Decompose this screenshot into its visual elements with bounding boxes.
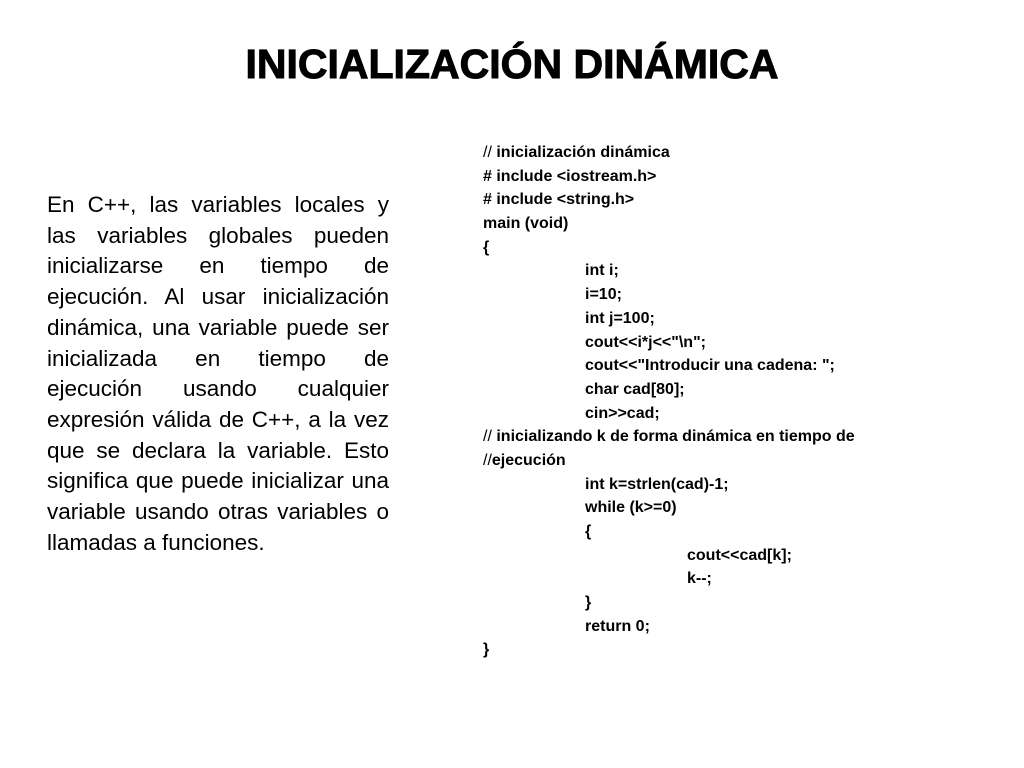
code-text: inicializando k de forma dinámica en tiempo de xyxy=(496,428,855,446)
code-line: cout<<i*j<<"\n"; xyxy=(585,333,706,351)
code-line-comment xyxy=(483,449,1003,473)
code-line: char cad[80]; xyxy=(585,380,685,398)
code-line-include-string: # include <string.h> xyxy=(483,191,635,209)
code-line: } xyxy=(585,594,592,612)
code-text: ejecución xyxy=(491,451,566,469)
slide-title: INICIALIZACIÓN DINÁMICA xyxy=(245,41,779,87)
code-line: int i; xyxy=(585,262,619,280)
code-line-comment xyxy=(483,141,1003,165)
code-line: return 0; xyxy=(585,617,650,635)
code-line-open-brace: { xyxy=(483,238,490,256)
code-line: cout<<"Introducir una cadena: "; xyxy=(585,357,835,375)
body-paragraph: En C++, las variables locales y las variables globales pueden inicializarse en tiempo de ejecución. Al usar inicialización dinámica, una variable puede ser inicializada en tiempo de ejecución usando cualquier expresión válida de C++, a la vez que se declara la variable. Esto significa que puede inicializar una variable usando otras variables o llamadas a funciones. xyxy=(47,192,389,555)
code-line-main: main (void) xyxy=(483,215,569,233)
code-line: int j=100; xyxy=(585,309,655,327)
code-text: inicialización dinámica xyxy=(496,144,670,161)
comment-prefix: // xyxy=(483,451,492,469)
code-line: { xyxy=(585,523,592,540)
code-block xyxy=(483,141,1003,662)
comment-prefix: // xyxy=(483,144,497,161)
comment-prefix: // xyxy=(483,428,497,446)
code-line-comment xyxy=(483,425,1003,449)
code-line-close-brace: } xyxy=(483,641,490,659)
code-line: k--; xyxy=(687,570,712,588)
code-line: cout<<cad[k]; xyxy=(687,546,792,564)
code-line: i=10; xyxy=(585,286,622,304)
code-line-include-iostream: # include <iostream.h> xyxy=(483,167,657,185)
code-line: int k=strlen(cad)-1; xyxy=(585,475,729,493)
code-line: cin>>cad; xyxy=(585,404,660,422)
code-line: while (k>=0) xyxy=(585,499,677,517)
